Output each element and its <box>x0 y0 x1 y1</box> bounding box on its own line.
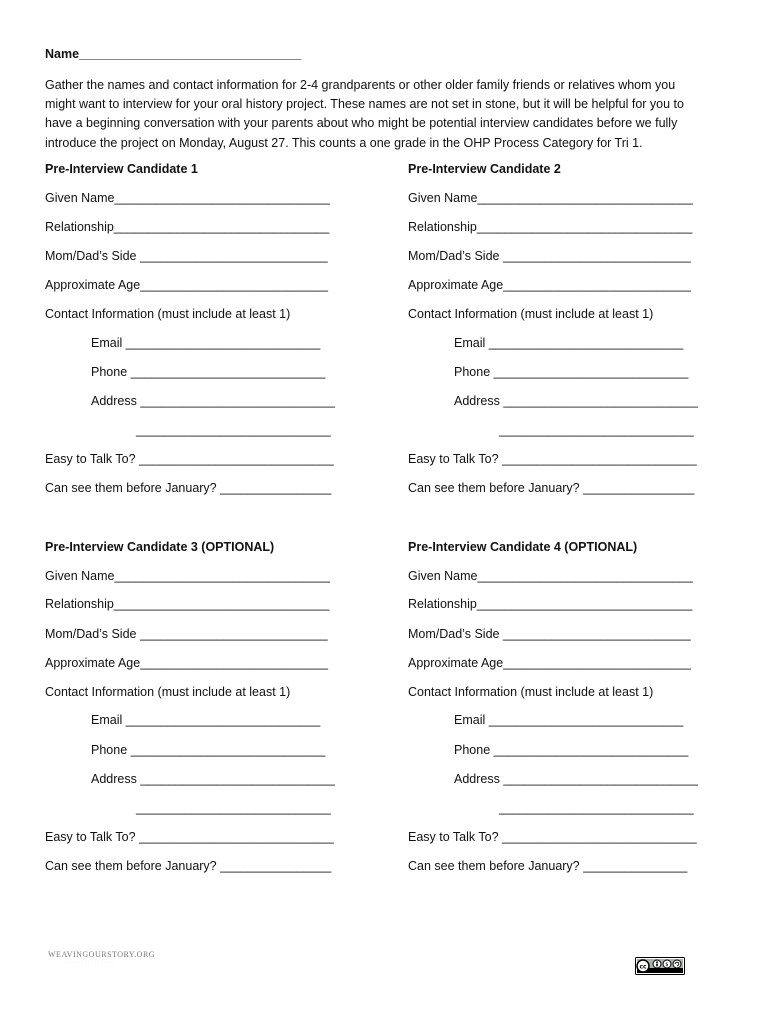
email-field[interactable]: Email ____________________________ <box>454 713 684 727</box>
side-field[interactable]: Mom/Dad’s Side ___________________________ <box>45 627 328 641</box>
svg-text:cc: cc <box>639 963 647 971</box>
svg-text:$: $ <box>665 962 669 968</box>
address-line-2-field[interactable]: ____________________________ <box>136 423 331 437</box>
side-field[interactable]: Mom/Dad’s Side ___________________________ <box>408 627 691 641</box>
logo-tagline-mark: · · · · · · · · · · · · · · <box>68 960 114 965</box>
given-name-field[interactable]: Given Name_______________________________ <box>45 191 330 205</box>
easy-to-talk-field[interactable]: Easy to Talk To? ____________________________ <box>45 452 334 466</box>
age-field[interactable]: Approximate Age___________________________ <box>408 278 691 292</box>
phone-field[interactable]: Phone ____________________________ <box>91 743 326 757</box>
phone-field[interactable]: Phone ____________________________ <box>91 365 326 379</box>
candidate-title: Pre-Interview Candidate 4 (OPTIONAL) <box>408 540 638 554</box>
weavingourstory-logo <box>48 950 156 965</box>
easy-to-talk-field[interactable]: Easy to Talk To? ____________________________ <box>45 830 334 844</box>
phone-field[interactable]: Phone ____________________________ <box>454 743 689 757</box>
instructions-line: might want to interview for your oral history project. These names are not set in stone, but it will be helpful for you to <box>45 97 684 112</box>
given-name-field[interactable]: Given Name_______________________________ <box>408 191 693 205</box>
candidate-title: Pre-Interview Candidate 1 <box>45 162 198 176</box>
instructions-line: introduce the project on Monday, August 27. This counts a one grade in the OHP Process Category for Tri 1. <box>45 135 643 150</box>
age-field[interactable]: Approximate Age___________________________ <box>408 656 691 670</box>
easy-to-talk-field[interactable]: Easy to Talk To? ____________________________ <box>408 830 697 844</box>
given-name-field[interactable]: Given Name_______________________________ <box>45 569 330 583</box>
given-name-field[interactable]: Given Name_______________________________ <box>408 569 693 583</box>
relationship-field[interactable]: Relationship_______________________________ <box>408 597 693 611</box>
contact-info-label: Contact Information (must include at least 1) <box>408 307 654 321</box>
phone-field[interactable]: Phone ____________________________ <box>454 365 689 379</box>
side-field[interactable]: Mom/Dad’s Side ___________________________ <box>408 249 691 263</box>
email-field[interactable]: Email ____________________________ <box>454 336 684 350</box>
contact-info-label: Contact Information (must include at least 1) <box>45 307 291 321</box>
address-line-2-field[interactable]: ____________________________ <box>499 801 694 815</box>
address-field[interactable]: Address ____________________________ <box>91 772 335 786</box>
address-line-2-field[interactable]: ____________________________ <box>499 423 694 437</box>
address-line-2-field[interactable]: ____________________________ <box>136 801 331 815</box>
email-field[interactable]: Email ____________________________ <box>91 713 321 727</box>
address-field[interactable]: Address ____________________________ <box>454 772 698 786</box>
email-field[interactable]: Email ____________________________ <box>91 336 321 350</box>
before-january-field[interactable]: Can see them before January? _______________ <box>408 859 688 873</box>
relationship-field[interactable]: Relationship_______________________________ <box>408 220 693 234</box>
address-field[interactable]: Address ____________________________ <box>91 394 335 408</box>
before-january-field[interactable]: Can see them before January? ________________ <box>408 481 695 495</box>
age-field[interactable]: Approximate Age___________________________ <box>45 656 328 670</box>
before-january-field[interactable]: Can see them before January? ________________ <box>45 481 332 495</box>
candidate-title: Pre-Interview Candidate 3 (OPTIONAL) <box>45 540 275 554</box>
before-january-field[interactable]: Can see them before January? ________________ <box>45 859 332 873</box>
logo-text: WEAVINGOURSTORY.ORG <box>48 950 156 959</box>
instructions-line: have a beginning conversation with your parents about who might be potential interview candidates before we fully <box>45 116 678 131</box>
relationship-field[interactable]: Relationship_______________________________ <box>45 597 330 611</box>
side-field[interactable]: Mom/Dad’s Side ___________________________ <box>45 249 328 263</box>
cc-by-nc-sa-icon <box>635 957 685 975</box>
contact-info-label: Contact Information (must include at least 1) <box>45 685 291 699</box>
address-field[interactable]: Address ____________________________ <box>454 394 698 408</box>
instructions-paragraph <box>45 76 721 153</box>
candidate-title: Pre-Interview Candidate 2 <box>408 162 561 176</box>
relationship-field[interactable]: Relationship_______________________________ <box>45 220 330 234</box>
contact-info-label: Contact Information (must include at least 1) <box>408 685 654 699</box>
easy-to-talk-field[interactable]: Easy to Talk To? ____________________________ <box>408 452 697 466</box>
student-name-field[interactable]: Name________________________________ <box>45 47 302 61</box>
age-field[interactable]: Approximate Age___________________________ <box>45 278 328 292</box>
instructions-line: Gather the names and contact information for 2-4 grandparents or other older family friends or relatives whom you <box>45 78 676 92</box>
